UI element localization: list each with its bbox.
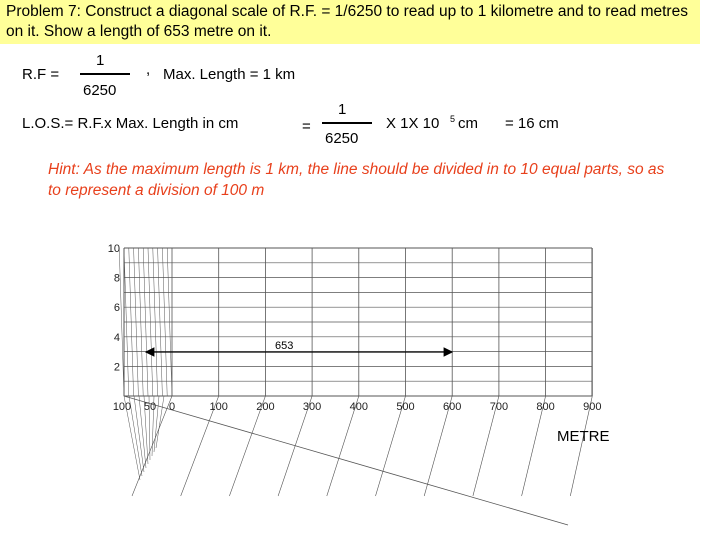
problem-statement: Problem 7: Construct a diagonal scale of R.F. = 1/6250 to read up to 1 kilometre and to read metres on it. Show a length of 653 metre on it. [0,0,700,44]
measure-653-label: 653 [275,340,294,352]
los-multiplier: X 1X 10 [386,115,440,132]
x-axis-label: 800 [536,401,555,413]
y-axis-label: 10 [107,243,120,255]
los-equals: = [302,118,311,135]
max-length: Max. Length = 1 km [163,66,296,83]
los-label: L.O.S.= R.F.x Max. Length in cm [22,115,239,132]
los-unit: cm [458,115,478,132]
rf-denominator: 6250 [83,82,117,99]
x-axis-label: 300 [302,401,322,413]
scale-diagonal-line [119,248,124,396]
y-axis-label: 2 [113,361,120,374]
los-numerator: 1 [338,101,347,118]
y-axis-label: 6 [113,302,120,315]
los-exponent: 5 [450,114,456,124]
left-scale-label: 50 [143,401,157,413]
x-axis-label: 500 [396,401,415,413]
y-axis-label: 8 [113,272,120,285]
rf-numerator: 1 [96,52,105,69]
scale-bottom-diagonal [124,396,568,525]
los-denominator: 6250 [325,130,359,147]
unit-label: METRE [557,428,610,445]
los-result: = 16 cm [505,115,559,132]
x-axis-label: 400 [349,401,368,413]
y-axis-label: 4 [113,331,120,344]
hint-text: Hint: As the maximum length is 1 km, the line should be divided in to 10 equal parts, so as to represent a division of 100 m [48,161,665,199]
x-axis-label: 100 [209,401,228,413]
x-axis-label: 900 [583,401,602,413]
x-axis-label: 600 [443,401,462,413]
scale-fan-line [156,396,164,448]
x-axis-label: 700 [489,401,509,413]
left-scale-label: 100 [112,401,132,413]
rf-label: R.F = [22,66,60,83]
x-axis-label: 200 [256,401,275,413]
left-scale-label: 0 [168,401,176,413]
rf-separator: , [146,61,151,78]
